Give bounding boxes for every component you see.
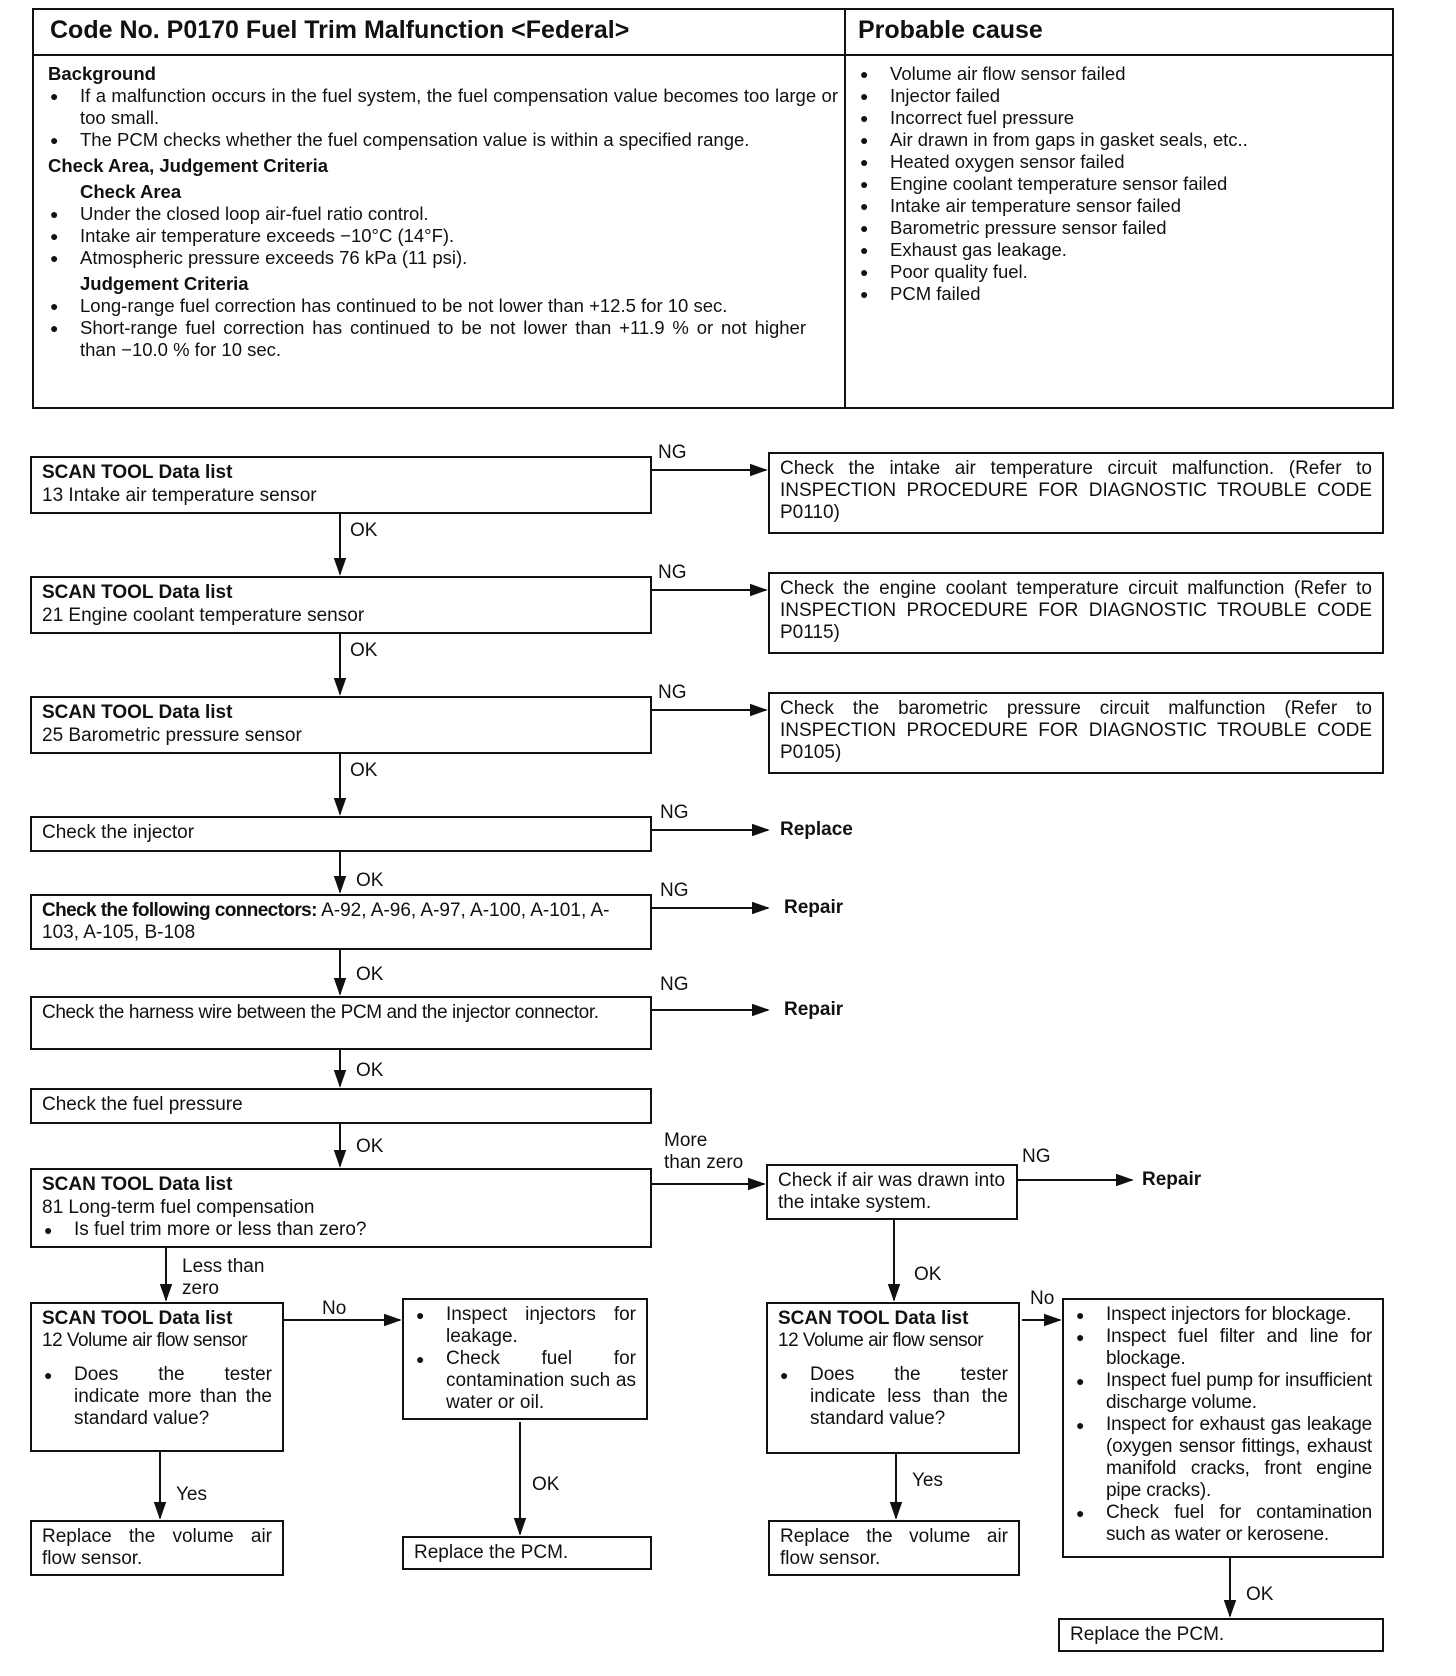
list-item: ● Long-range fuel correction has continued to be not lower than +12.5 for 10 sec. xyxy=(48,295,806,317)
less-than-zero-label: Less than zero xyxy=(182,1256,265,1299)
ok-label: OK xyxy=(914,1264,942,1285)
step-text: 12 Volume air flow sensor xyxy=(42,1330,248,1351)
list-item: ● Engine coolant temperature sensor failed xyxy=(858,173,1378,195)
ng-label: NG xyxy=(660,802,689,823)
list-item: ● Does the tester indicate less than the standard value? xyxy=(778,1364,1008,1430)
list-item: ● Inspect injectors for blockage. xyxy=(1074,1304,1372,1326)
list-item: ● Is fuel trim more or less than zero? xyxy=(42,1219,640,1242)
background-heading: Background xyxy=(48,63,156,84)
no-label: No xyxy=(322,1298,347,1319)
ng-text: Check the barometric pressure circuit malfunction (Refer to INSPECTION PROCEDURE FOR DIAGNOSTIC TROUBLE CODE P0105) xyxy=(780,698,1372,763)
inspect-leakage-box xyxy=(402,1298,648,1420)
list-item: ● Inspect injectors for leakage. xyxy=(414,1304,636,1348)
result-text: Replace the PCM. xyxy=(1070,1624,1225,1645)
vaf-more-box xyxy=(30,1302,284,1452)
replace-vaf-box-right xyxy=(768,1520,1020,1576)
list-item: ● Does the tester indicate more than the standard value? xyxy=(42,1364,272,1430)
step-check-injector xyxy=(30,816,652,852)
list-item: ● Inspect for exhaust gas leakage (oxygen sensor fittings, exhaust manifold cracks, front engine pipe cracks). xyxy=(1074,1414,1372,1502)
scan-tool-heading: SCAN TOOL Data list xyxy=(42,702,233,723)
ng-intake-air-temp-box xyxy=(768,452,1384,534)
ok-label: OK xyxy=(356,964,384,985)
list-item: ● Intake air temperature sensor failed xyxy=(858,195,1378,217)
list-item: ● Injector failed xyxy=(858,85,1378,107)
list-item: ● PCM failed xyxy=(858,283,1378,305)
step-long-term-fuel-comp xyxy=(30,1168,652,1248)
step-text: 21 Engine coolant temperature sensor xyxy=(42,604,365,626)
ng-label: NG xyxy=(658,442,687,463)
list-item: ● Air drawn in from gaps in gasket seals, etc.. xyxy=(858,129,1378,151)
check-area-criteria-heading: Check Area, Judgement Criteria xyxy=(48,155,328,176)
repair-action: Repair xyxy=(784,999,844,1020)
yes-label: Yes xyxy=(912,1470,943,1491)
replace-vaf-box-left xyxy=(30,1520,284,1576)
step-check-fuel-pressure xyxy=(30,1088,652,1124)
ng-text: Check the engine coolant temperature circuit malfunction (Refer to INSPECTION PROCEDURE FOR DIAGNOSTIC TROUBLE CODE P0115) xyxy=(780,578,1372,643)
list-item: ● Atmospheric pressure exceeds 76 kPa (11 psi). xyxy=(48,247,838,269)
list-item: ● Barometric pressure sensor failed xyxy=(858,217,1378,239)
list-item: ● If a malfunction occurs in the fuel system, the fuel compensation value becomes too large or too small. xyxy=(48,85,838,129)
step-text: Check the injector xyxy=(42,822,195,843)
list-item: ● Volume air flow sensor failed xyxy=(858,63,1378,85)
step-text: A-92, A-96, A-97, A-100, A-101, A-103, A-105, B-108 xyxy=(42,900,610,943)
step-coolant-temp xyxy=(30,576,652,634)
list-item: ● Short-range fuel correction has continued to be not lower than +11.9 % or not higher than −10.0 % for 10 sec. xyxy=(48,317,806,361)
ok-label: OK xyxy=(350,520,378,541)
step-text: Check if air was drawn into the intake system. xyxy=(778,1170,1006,1213)
page-title: Code No. P0170 Fuel Trim Malfunction <Federal> xyxy=(50,16,630,44)
list-item: ● Inspect fuel pump for insufficient discharge volume. xyxy=(1074,1370,1372,1414)
ng-label: NG xyxy=(1022,1146,1051,1167)
scan-tool-heading: SCAN TOOL Data list xyxy=(778,1308,969,1329)
step-text: 81 Long-term fuel compensation xyxy=(42,1196,315,1218)
step-text: 13 Intake air temperature sensor xyxy=(42,484,317,506)
yes-label: Yes xyxy=(176,1484,207,1505)
ok-label: OK xyxy=(356,1060,384,1081)
replace-pcm-box-right xyxy=(1058,1618,1384,1652)
list-item: ● Check fuel for contamination such as water or oil. xyxy=(414,1348,636,1414)
probable-cause-title: Probable cause xyxy=(858,16,1043,44)
no-label: No xyxy=(1030,1288,1055,1309)
ok-label: OK xyxy=(1246,1584,1274,1605)
ng-barometric-box xyxy=(768,692,1384,774)
step-text: 25 Barometric pressure sensor xyxy=(42,724,302,746)
ok-label: OK xyxy=(356,1136,384,1157)
list-item: ● Incorrect fuel pressure xyxy=(858,107,1378,129)
list-item: ● Check fuel for contamination such as water or kerosene. xyxy=(1074,1502,1372,1546)
step-barometric xyxy=(30,696,652,754)
ok-label: OK xyxy=(350,760,378,781)
step-heading: Check the following connectors: xyxy=(42,900,317,921)
result-text: Replace the volume air flow sensor. xyxy=(42,1526,272,1569)
ng-coolant-temp-box xyxy=(768,572,1384,654)
result-text: Replace the volume air flow sensor. xyxy=(780,1526,1008,1569)
step-intake-air-temp xyxy=(30,456,652,514)
scan-tool-heading: SCAN TOOL Data list xyxy=(42,1174,233,1195)
list-item: ● Under the closed loop air-fuel ratio control. xyxy=(48,203,838,225)
list-item: ● Exhaust gas leakage. xyxy=(858,239,1378,261)
repair-action: Repair xyxy=(784,897,844,918)
step-text: 12 Volume air flow sensor xyxy=(778,1330,984,1351)
air-drawn-check-box xyxy=(766,1164,1018,1220)
list-item: ● Inspect fuel filter and line for blockage. xyxy=(1074,1326,1372,1370)
result-text: Replace the PCM. xyxy=(414,1542,569,1563)
ng-text: Check the intake air temperature circuit malfunction. (Refer to INSPECTION PROCEDURE FOR DIAGNOSTIC TROUBLE CODE P0110) xyxy=(780,458,1372,523)
judgement-heading: Judgement Criteria xyxy=(80,273,249,294)
ok-label: OK xyxy=(350,640,378,661)
scan-tool-heading: SCAN TOOL Data list xyxy=(42,582,233,603)
list-item: ● The PCM checks whether the fuel compensation value is within a specified range. xyxy=(48,129,838,151)
step-text: Check the harness wire between the PCM and the injector connector. xyxy=(42,1002,599,1023)
list-item: ● Intake air temperature exceeds −10°C (14°F). xyxy=(48,225,838,247)
replace-pcm-box-left xyxy=(402,1536,652,1570)
vaf-less-box xyxy=(766,1302,1020,1454)
scan-tool-heading: SCAN TOOL Data list xyxy=(42,462,233,483)
repair-action: Repair xyxy=(1142,1169,1202,1190)
check-area-heading: Check Area xyxy=(80,181,182,202)
replace-action: Replace xyxy=(780,819,853,840)
list-item: ● Heated oxygen sensor failed xyxy=(858,151,1378,173)
ok-label: OK xyxy=(356,870,384,891)
inspect-blockage-box xyxy=(1062,1298,1384,1558)
more-than-zero-label: More than zero xyxy=(664,1130,744,1173)
step-text: Check the fuel pressure xyxy=(42,1094,243,1115)
scan-tool-heading: SCAN TOOL Data list xyxy=(42,1308,233,1329)
ng-label: NG xyxy=(658,682,687,703)
list-item: ● Poor quality fuel. xyxy=(858,261,1378,283)
ng-label: NG xyxy=(660,880,689,901)
step-check-connectors xyxy=(30,894,652,950)
ng-label: NG xyxy=(658,562,687,583)
ok-label: OK xyxy=(532,1474,560,1495)
ng-label: NG xyxy=(660,974,689,995)
step-check-harness xyxy=(30,996,652,1050)
